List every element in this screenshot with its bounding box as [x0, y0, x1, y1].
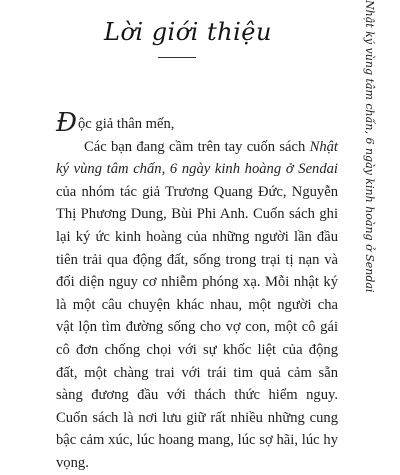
paragraph-text-cont: của nhóm tác giả Trương Quang Đức, Nguyễn Thị Phương Dung, Bùi Phi Anh. Cuốn sách ghi lại ký ức kinh hoàng của những người lần đầu tiên trải qua động đất, sống trong trại tị nạn và đối diện nguy cơ nhiễm phóng xạ. Mỗi nhật ký là một câu chuyện khác nhau, một người cha vật lộn tìm đường sống cho vợ con, một cô gái cô đơn chống chọi với sự khốc liệt của động đất, một chàng trai với trái tim quả cảm sẵn sàng đương đầu với thách thức hiểm nguy. Cuốn sách là nơi lưu giữ rất nhiều những cung bậc cảm xúc, lúc hoang mang, lúc sợ hãi, lúc hy vọng. [56, 183, 338, 471]
running-head-text: Nhật ký vùng tâm chấn, 6 ngày kinh hoàng ở Sendai [363, 0, 376, 293]
paragraph [56, 136, 338, 475]
page-title: Lời giới thiệu [104, 18, 272, 46]
salutation-text: ộc giả thân mến, [78, 116, 175, 132]
salutation [56, 108, 338, 138]
running-head [362, 0, 378, 293]
book-title: Nhật ký vùng tâm chấn, 6 ngày kinh hoàng ở Sendai [56, 138, 338, 178]
body-text [56, 108, 338, 475]
dropcap: Đ [56, 108, 77, 138]
paragraph-text: Các bạn đang cầm trên tay cuốn sách [84, 138, 310, 155]
title-underline [158, 57, 196, 58]
